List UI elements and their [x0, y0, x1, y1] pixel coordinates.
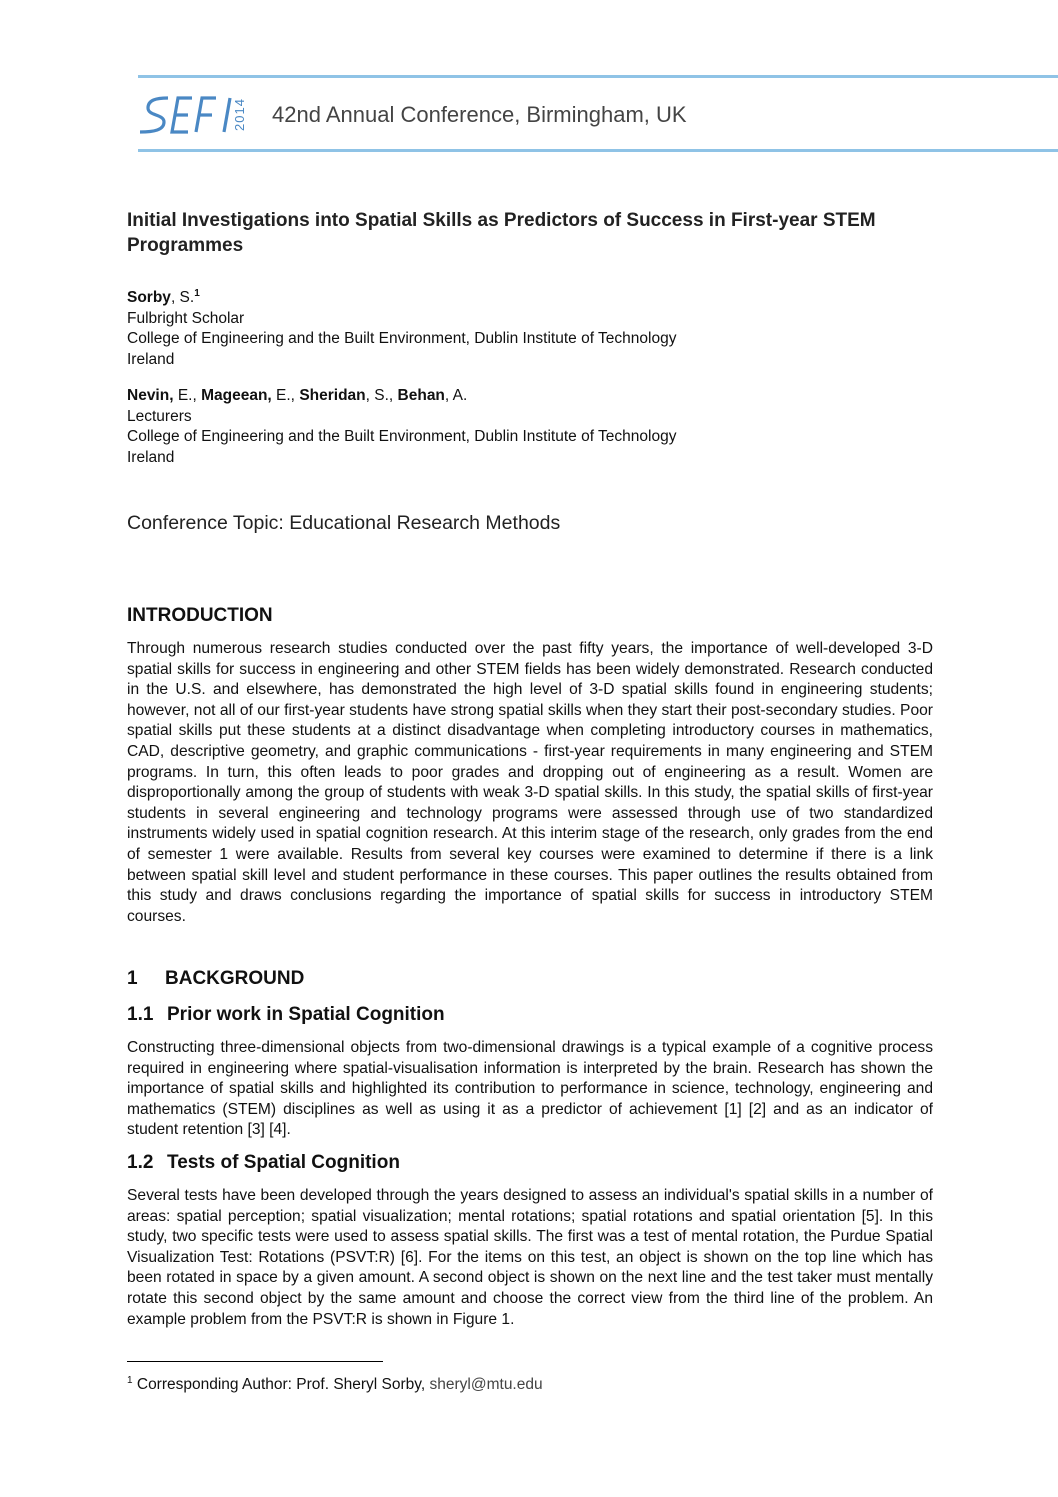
header-rule-top	[138, 75, 1058, 78]
logo-year: 2014	[232, 98, 247, 132]
author-initial: E.,	[173, 387, 197, 404]
section-title: Tests of Spatial Cognition	[167, 1152, 400, 1173]
footnote	[127, 1375, 543, 1394]
author-initial: , S.,	[365, 387, 394, 404]
intro-paragraph: Through numerous research studies conducted over the past fifty years, the importance of well-developed 3-D spatial skills for success in engineering and other STEM fields has been widely demonstrated. Research conducted in the U.S. and elsewhere, has demonstrated the high level of 3-D spatial skills found in engineering students; however, not all of our first-year students have strong spatial skills when they start their post-secondary studies. Poor spatial skills put these students at a distinct disadvantage when completing introductory courses in mathematics, CAD, descriptive geometry, and graphic communications - first-year requirements in many engineering and STEM programs. In turn, this often leads to poor grades and dropping out of engineering as a result. Women are disproportionally among the group of students with weak 3-D spatial skills. In this study, the spatial skills of first-year students in several engineering and technology programs were assessed through use of two standardized instruments widely used in spatial cognition research. At this interim stage of the research, only grades from the end of semester 1 were available. Results from several key courses were examined to determine if there is a link between spatial skill level and student performance in these courses. This paper outlines the results obtained from this study and draws conclusions regarding the importance of spatial skills for success in introductory STEM courses.	[127, 640, 933, 925]
author-name: Mageean,	[201, 387, 272, 404]
author-name: Behan	[397, 387, 445, 404]
footnote-number: 1	[127, 1375, 133, 1386]
author-email-link[interactable]: sheryl@mtu.edu	[429, 1376, 543, 1394]
section-1-heading	[127, 968, 933, 990]
author-country: Ireland	[127, 350, 175, 368]
author-block-2	[127, 386, 933, 468]
author-role: Lecturers	[127, 407, 192, 425]
section-title: BACKGROUND	[165, 968, 305, 989]
subsection-1-1-paragraph: Constructing three-dimensional objects from two-dimensional drawings is a typical example of a cognitive process required in engineering where spatial-visualisation information is interpreted by the brain. Research has shown the importance of spatial skills and highlighted its contribution to performance in science, technology, engineering and mathematics (STEM) disciplines as well as using it as a predictor of achievement [1] [2] and as an indicator of student retention [3] [4].	[127, 1039, 933, 1139]
author-initial: , A.	[444, 387, 468, 404]
author-initial: , S.	[170, 289, 195, 307]
section-title: Prior work in Spatial Cognition	[167, 1004, 445, 1025]
subsection-1-1-heading	[127, 1004, 933, 1026]
author-footnote-mark: 1	[194, 288, 200, 299]
author-role: Fulbright Scholar	[127, 309, 245, 327]
author-country: Ireland	[127, 448, 175, 466]
paper-title: Initial Investigations into Spatial Skills as Predictors of Success in First-year STEM Programmes	[127, 210, 876, 256]
author-affiliation: College of Engineering and the Built Environment, Dublin Institute of Technology	[127, 330, 677, 348]
author-name: Nevin,	[127, 387, 174, 404]
section-number: 1	[127, 968, 138, 989]
author-block-1	[127, 284, 933, 370]
subsection-1-2-paragraph: Several tests have been developed through the years designed to assess an individual's spatial skills in a number of areas: spatial perception; spatial visualization; mental rotations; spatial rotations and spatial orientation [5]. In this study, two specific tests were used to assess spatial skills. The first was a test of mental rotation, the Purdue Spatial Visualization Test: Rotations (PSVT:R) [6]. For the items on this test, an object is shown on the top line which has been rotated in space by a given amount. A second object is shown on the next line and the test taker must mentally rotate this second object by the same amount and choose the correct view from the third line of the problem. An example problem from the PSVT:R is shown in Figure 1.	[127, 1187, 933, 1328]
author-initial: E.,	[271, 387, 295, 404]
footnote-rule	[127, 1361, 383, 1362]
intro-heading: INTRODUCTION	[127, 605, 273, 626]
author-name: Sorby	[127, 289, 171, 307]
sefi-logo-icon	[138, 92, 238, 136]
author-name: Sheridan	[299, 387, 366, 404]
section-number: 1.1	[127, 1004, 154, 1025]
header-rule-bottom	[138, 149, 1058, 152]
subsection-1-2-heading	[127, 1152, 933, 1174]
conference-topic: Conference Topic: Educational Research Methods	[127, 512, 561, 534]
author-line	[127, 386, 933, 407]
section-number: 1.2	[127, 1152, 154, 1173]
conference-title: 42nd Annual Conference, Birmingham, UK	[272, 102, 687, 127]
footnote-text: Corresponding Author: Prof. Sheryl Sorby,	[132, 1376, 430, 1394]
author-line	[127, 284, 933, 309]
author-affiliation: College of Engineering and the Built Environment, Dublin Institute of Technology	[127, 428, 677, 445]
